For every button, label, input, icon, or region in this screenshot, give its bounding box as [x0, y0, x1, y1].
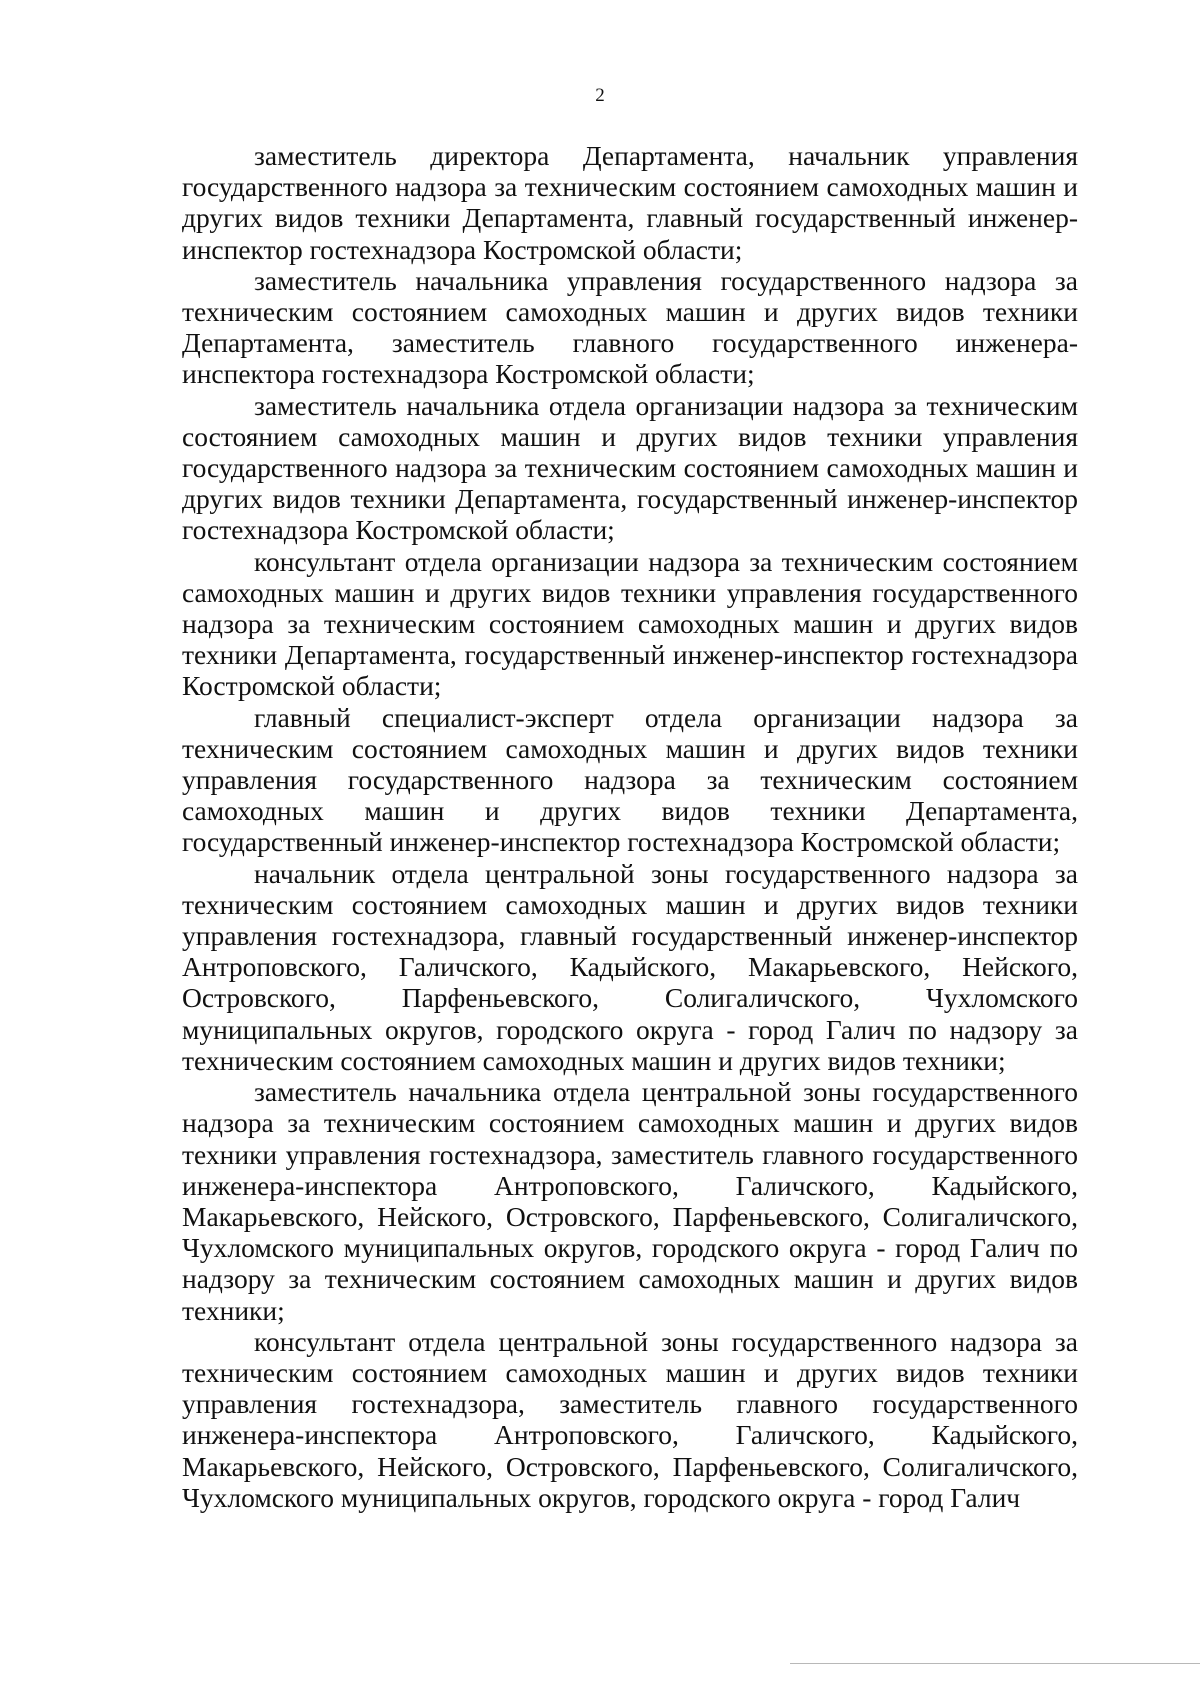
paragraph-head-of-central-zone-department: начальник отдела центральной зоны государственного надзора за техническим состоянием самоходных машин и других видов техники управления гостехнадзора, главный государственный инженер-инспектор Антроповского, Галичского, Кадыйского, Макарьевского, Нейского, Островского, Парфеньевского, Солигаличского, Чухломского муниципальных округов, городского округа - город Галич по надзору за техническим состоянием самоходных машин и других видов техники;: [182, 857, 1078, 1076]
paragraph-consultant-organization-department: консультант отдела организации надзора за техническим состоянием самоходных машин и других видов техники управления государственного надзора за техническим состоянием самоходных машин и других видов техники Департамента, государственный инженер-инспектор гостехнадзора Костромской области;: [182, 545, 1078, 702]
paragraph-chief-specialist-expert: главный специалист-эксперт отдела организации надзора за техническим состоянием самоходных машин и других видов техники управления государственного надзора за техническим состоянием самоходных машин и других видов техники Департамента, государственный инженер-инспектор гостехнадзора Костромской области;: [182, 701, 1078, 858]
paragraph-deputy-director: заместитель директора Департамента, начальник управления государственного надзора за техническим состоянием самоходных машин и других видов техники Департамента, главный государственный инженер-инспектор гостехнадзора Костромской области;: [182, 140, 1078, 265]
footer-divider: [790, 1663, 1200, 1664]
page-number: 2: [595, 85, 605, 106]
paragraph-consultant-central-zone-department: консультант отдела центральной зоны государственного надзора за техническим состоянием самоходных машин и других видов техники управления гостехнадзора, заместитель главного государственного инженера-инспектора Антроповского, Галичского, Кадыйского, Макарьевского, Нейского, Островского, Парфеньевского, Солигаличского, Чухломского муниципальных округов, городского округа - город Галич: [182, 1325, 1078, 1513]
paragraph-deputy-head-of-central-zone-department: заместитель начальника отдела центральной зоны государственного надзора за техническим состоянием самоходных машин и других видов техники управления гостехнадзора, заместитель главного государственного инженера-инспектора Антроповского, Галичского, Кадыйского, Макарьевского, Нейского, Островского, Парфеньевского, Солигаличского, Чухломского муниципальных округов, городского округа - город Галич по надзору за техническим состоянием самоходных машин и других видов техники;: [182, 1076, 1078, 1326]
paragraph-deputy-head-of-directorate: заместитель начальника управления государственного надзора за техническим состоянием самоходных машин и других видов техники Департамента, заместитель главного государственного инженера-инспектора гостехнадзора Костромской области;: [182, 264, 1078, 390]
paragraph-deputy-head-of-organization-department: заместитель начальника отдела организации надзора за техническим состоянием самоходных машин и других видов техники управления государственного надзора за техническим состоянием самоходных машин и других видов техники Департамента, государственный инженер-инспектор гостехнадзора Костромской области;: [182, 389, 1078, 546]
document-body: [182, 140, 1078, 1513]
